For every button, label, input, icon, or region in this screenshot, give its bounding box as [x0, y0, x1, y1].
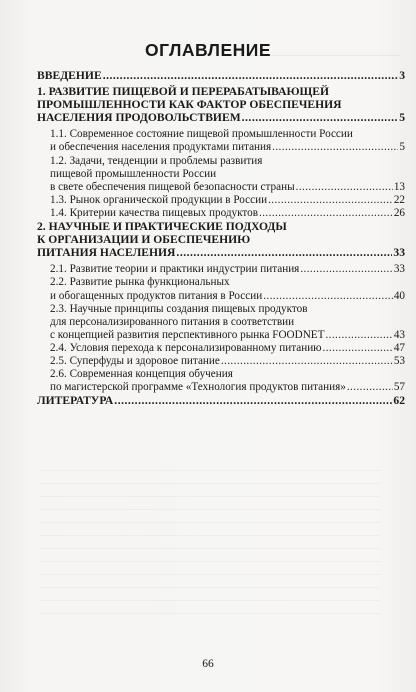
toc-section-line: и обогащенных продуктов питания в России	[50, 289, 263, 302]
toc-chapter-line: НАСЕЛЕНИЯ ПРОДОВОЛЬСТВИЕМ	[37, 111, 241, 125]
toc-chapter-line: 2. НАУЧНЫЕ И ПРАКТИЧЕСКИЕ ПОДХОДЫ	[37, 220, 287, 234]
dot-leader	[268, 194, 393, 207]
toc-chapter-line: К ОРГАНИЗАЦИИ И ОБЕСПЕЧЕНИЮ	[37, 233, 251, 247]
toc-section-line: пищевой промышленности России	[50, 167, 217, 180]
toc-section-2-5[interactable]	[37, 355, 405, 368]
dot-leader	[323, 342, 393, 355]
toc-entry-intro[interactable]	[37, 69, 405, 82]
toc-section-line: 2.4. Условия перехода к персонализированному питанию	[50, 341, 322, 354]
toc-section-2-3[interactable]	[37, 303, 405, 342]
toc-section-line: 1.1. Современное состояние пищевой промышленности России	[50, 128, 353, 141]
toc-page-number: 5	[399, 111, 405, 125]
dot-leader	[296, 181, 393, 194]
toc-chapter-line: ПРОМЫШЛЕННОСТИ КАК ФАКТОР ОБЕСПЕЧЕНИЯ	[37, 98, 342, 112]
dot-leader	[347, 381, 393, 394]
toc-page-number: 26	[393, 206, 405, 219]
toc-section-line: 1.3. Рынок органической продукции в России	[50, 193, 268, 206]
toc-section-line: 2.1. Развитие теории и практики индустрии питания	[50, 263, 300, 276]
dot-leader	[300, 263, 392, 276]
toc-page-number: 43	[393, 328, 405, 341]
page-number: 66	[202, 658, 214, 670]
dot-leader	[259, 207, 393, 220]
dot-leader	[325, 329, 392, 342]
dot-leader	[176, 246, 392, 259]
show-through-texture	[40, 470, 380, 620]
toc-page-number: 57	[393, 381, 405, 394]
dot-leader	[272, 141, 398, 154]
toc-chapter-1[interactable]	[37, 85, 405, 124]
toc-section-line: по магистерской программе «Технология продуктов питания»	[50, 381, 346, 394]
toc-section-line: 2.3. Научные принципы создания пищевых продуктов	[50, 302, 308, 315]
toc-chapter-line: ПИТАНИЯ НАСЕЛЕНИЯ	[37, 246, 176, 260]
dot-leader	[103, 69, 399, 82]
toc-section-line: для персонализированного питания в соответствии	[50, 315, 295, 328]
toc-section-line: 2.2. Развитие рынка функциональных	[50, 276, 230, 289]
toc-page-number: 5	[399, 141, 405, 154]
toc-chapter-line: 1. РАЗВИТИЕ ПИЩЕВОЙ И ПЕРЕРАБАТЫВАЮЩЕЙ	[37, 85, 330, 99]
toc-section-1-4[interactable]	[37, 207, 405, 220]
toc-page-number: 40	[393, 289, 405, 302]
dot-leader	[263, 290, 393, 303]
dot-leader	[114, 394, 392, 407]
toc-page-number: 47	[393, 341, 405, 354]
dot-leader	[221, 355, 393, 368]
toc-section-line: и обеспечения населения продуктами питания	[50, 141, 272, 154]
toc-section-line: 1.4. Критерии качества пищевых продуктов	[50, 206, 259, 219]
toc-section-line: в свете обеспечения пищевой безопасности страны	[50, 180, 295, 193]
toc-section-1-1[interactable]	[37, 128, 405, 154]
toc-page-number: 13	[393, 180, 405, 193]
toc-section-2-2[interactable]	[37, 276, 405, 302]
table-of-contents	[37, 69, 405, 407]
toc-page-number: 33	[393, 263, 405, 276]
page-title: ОГЛАВЛЕНИЕ	[144, 40, 272, 60]
toc-section-2-1[interactable]	[37, 263, 405, 276]
toc-entry-literature[interactable]	[37, 394, 405, 407]
toc-chapter-2[interactable]	[37, 220, 405, 259]
toc-entry-label: ВВЕДЕНИЕ	[37, 69, 102, 82]
toc-section-2-6[interactable]	[37, 368, 405, 394]
toc-page-number: 62	[393, 394, 405, 408]
toc-page-number: 53	[393, 354, 405, 367]
toc-page-number: 3	[399, 69, 405, 82]
toc-page-number: 22	[393, 193, 405, 206]
toc-section-1-3[interactable]	[37, 194, 405, 207]
toc-section-line: 2.5. Суперфуды и здоровое питание	[50, 354, 220, 367]
toc-section-1-2[interactable]	[37, 155, 405, 194]
toc-section-line: 1.2. Задачи, тенденции и проблемы развития	[50, 154, 263, 167]
toc-section-line: с концепцией развития перспективного рынка FOODNET	[50, 328, 325, 341]
toc-section-2-4[interactable]	[37, 342, 405, 355]
toc-entry-label: ЛИТЕРАТУРА	[37, 394, 114, 408]
toc-page-number: 33	[393, 246, 405, 260]
toc-section-line: 2.6. Современная концепция обучения	[50, 368, 233, 381]
dot-leader	[242, 111, 399, 124]
